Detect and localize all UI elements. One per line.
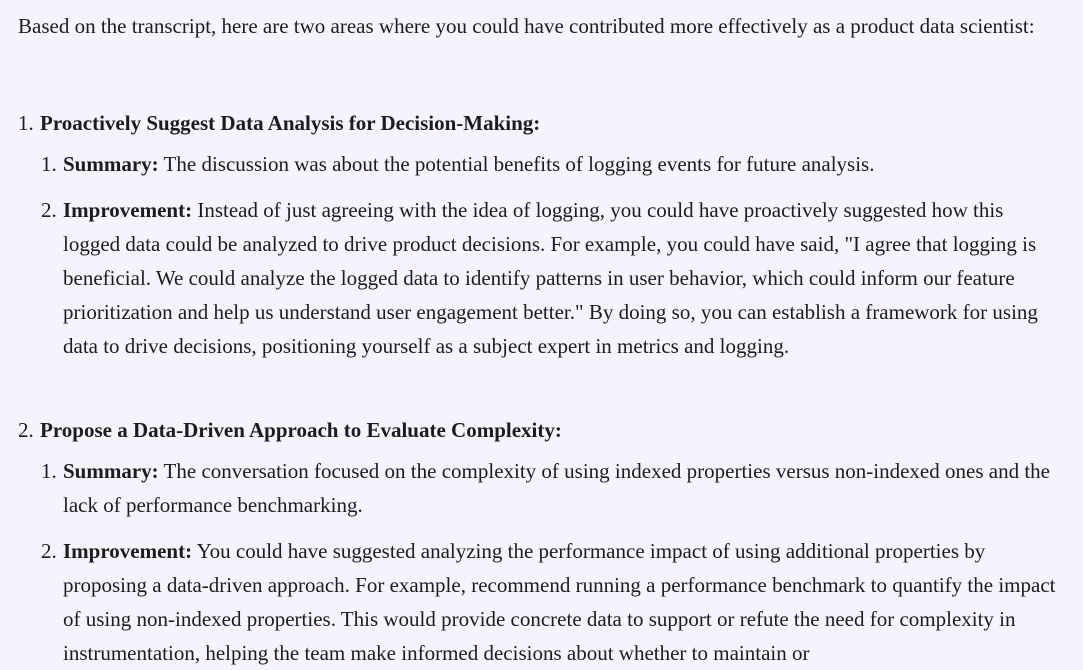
section-title: Propose a Data-Driven Approach to Evaluate Complexity:	[40, 418, 562, 442]
item-text	[63, 193, 1058, 363]
section-title: Proactively Suggest Data Analysis for Decision-Making:	[40, 111, 541, 135]
item-number: 1.	[41, 459, 57, 483]
item-number: 2.	[41, 539, 57, 563]
intro-paragraph: Based on the transcript, here are two areas where you could have contributed more effectively as a product data scientist:	[18, 14, 1035, 38]
item-label: Summary:	[63, 459, 159, 483]
item-body: You could have suggested analyzing the performance impact of using additional properties by proposing a data-driven approach. For example, recommend running a performance benchmark to quantify the impact of using non-indexed properties. This would provide concrete data to support or refute the need for complexity in instrumentation, helping the team make informed decisions about whether to maintain or	[63, 539, 1056, 665]
item-text	[63, 147, 1058, 181]
item-text	[63, 454, 1058, 522]
item-label: Improvement:	[63, 198, 193, 222]
item-body: Instead of just agreeing with the idea of logging, you could have proactively suggested how this logged data could be analyzed to drive product decisions. For example, you could have said, "I agree that logging is beneficial. We could analyze the logged data to identify patterns in user behavior, which could inform our feature prioritization and help us understand user engagement better." By doing so, you can establish a framework for using data to drive decisions, positioning yourself as a subject expert in metrics and logging.	[63, 198, 1038, 358]
item-label: Improvement:	[63, 539, 193, 563]
item-text	[63, 534, 1058, 670]
item-label: Summary:	[63, 152, 159, 176]
item-body: The conversation focused on the complexity of using indexed properties versus non-indexed ones and the lack of performance benchmarking.	[63, 459, 1050, 517]
item-body: The discussion was about the potential benefits of logging events for future analysis.	[163, 152, 875, 176]
section-number: 1.	[18, 111, 34, 135]
section-number: 2.	[18, 418, 34, 442]
item-number: 1.	[41, 152, 57, 176]
item-number: 2.	[41, 198, 57, 222]
